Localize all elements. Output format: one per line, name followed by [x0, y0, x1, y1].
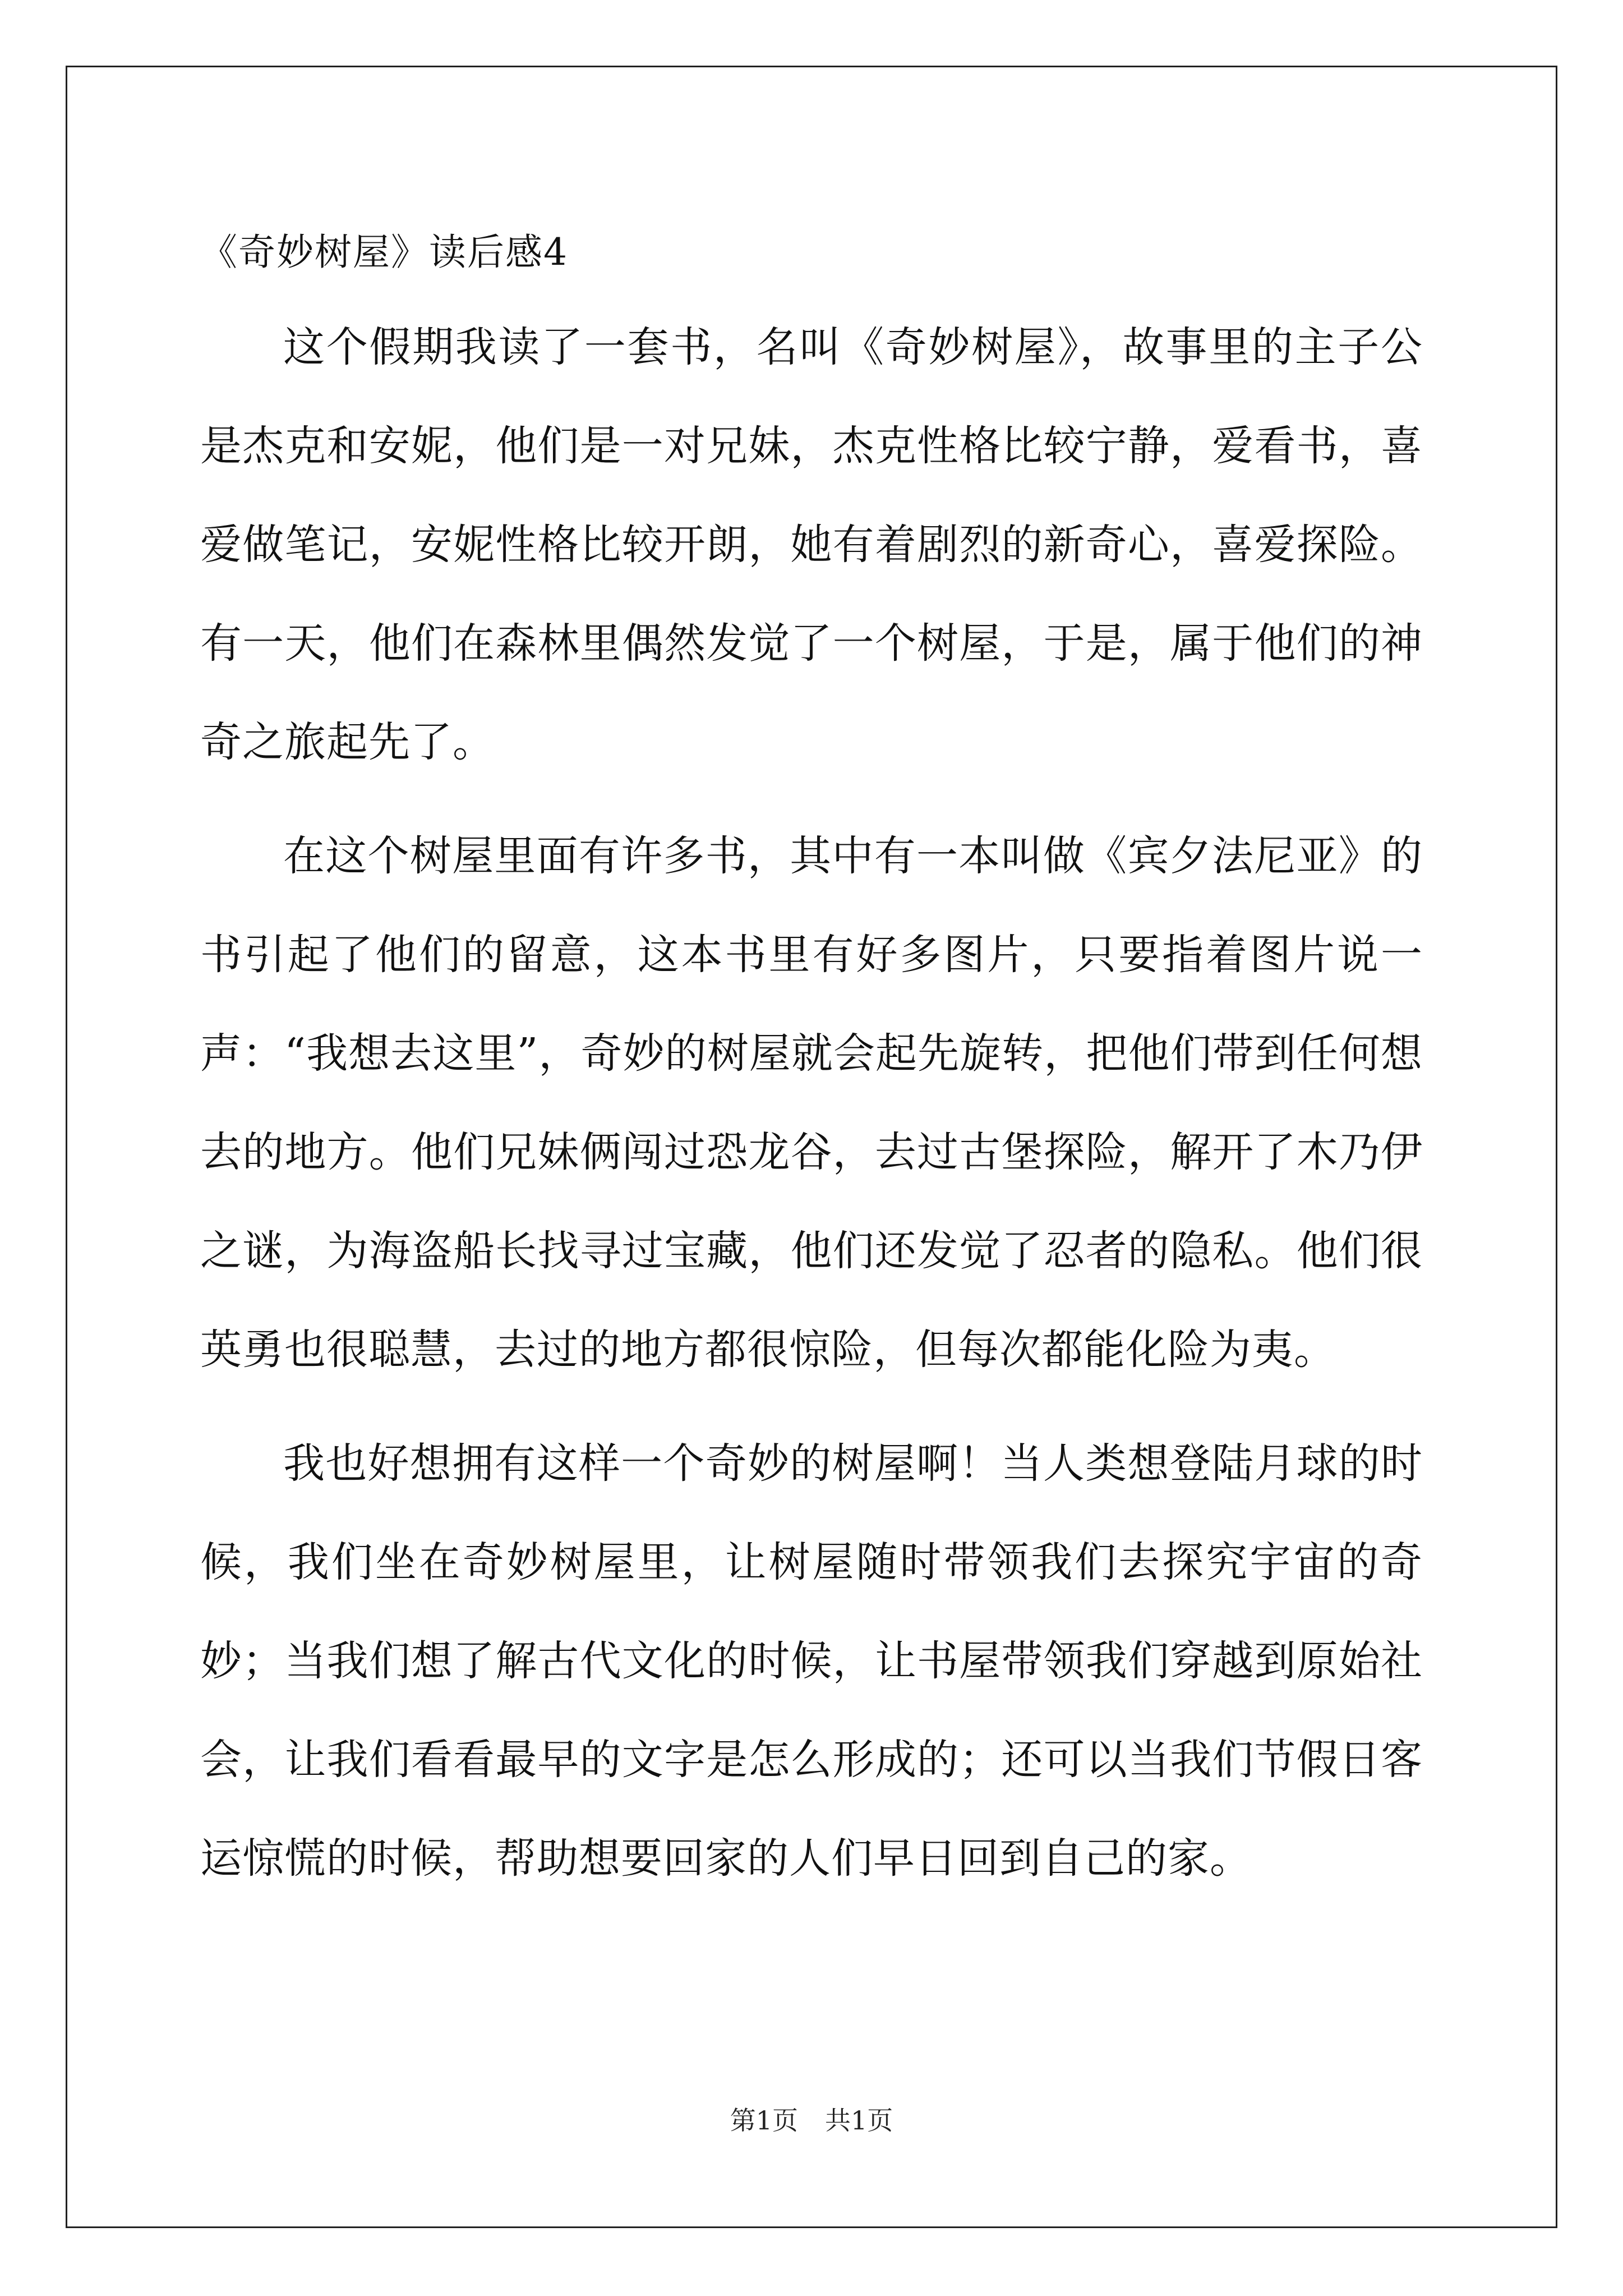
page-number: 第1页: [730, 2105, 798, 2136]
document-body: [200, 210, 1423, 1908]
page-count: 共1页: [825, 2105, 893, 2136]
paragraph-3: 我也好想拥有这样一个奇妙的树屋啊！当人类想登陆月球的时候，我们坐在奇妙树屋里，让树屋随时带领我们去探究宇宙的奇妙；当我们想了解古代文化的时候，让书屋带领我们穿越到原始社会，让我们看看最早的文字是怎么形成的；还可以当我们节假日客运惊慌的时候，帮助想要回家的人们早日回到自己的家。: [200, 1439, 1423, 1883]
document-title: 《奇妙树屋》读后感4: [200, 231, 568, 274]
paragraph-1: 这个假期我读了一套书，名叫《奇妙树屋》，故事里的主子公是杰克和安妮，他们是一对兄妹，杰克性格比较宁静，爱看书，喜爱做笔记，安妮性格比较开朗，她有着剧烈的新奇心，喜爱探险。有一天，他们在森林里偶然发觉了一个树屋，于是，属于他们的神奇之旅起先了。: [200, 323, 1423, 766]
paragraph-2: 在这个树屋里面有许多书，其中有一本叫做《宾夕法尼亚》的书引起了他们的留意，这本书里有好多图片，只要指着图片说一声：“我想去这里”，奇妙的树屋就会起先旋转，把他们带到任何想去的地方。他们兄妹俩闯过恐龙谷，去过古堡探险，解开了木乃伊之谜，为海盗船长找寻过宝藏，他们还发觉了忍者的隐私。他们很英勇也很聪慧，去过的地方都很惊险，但每次都能化险为夷。: [200, 832, 1423, 1374]
page-footer: [0, 2104, 1623, 2137]
